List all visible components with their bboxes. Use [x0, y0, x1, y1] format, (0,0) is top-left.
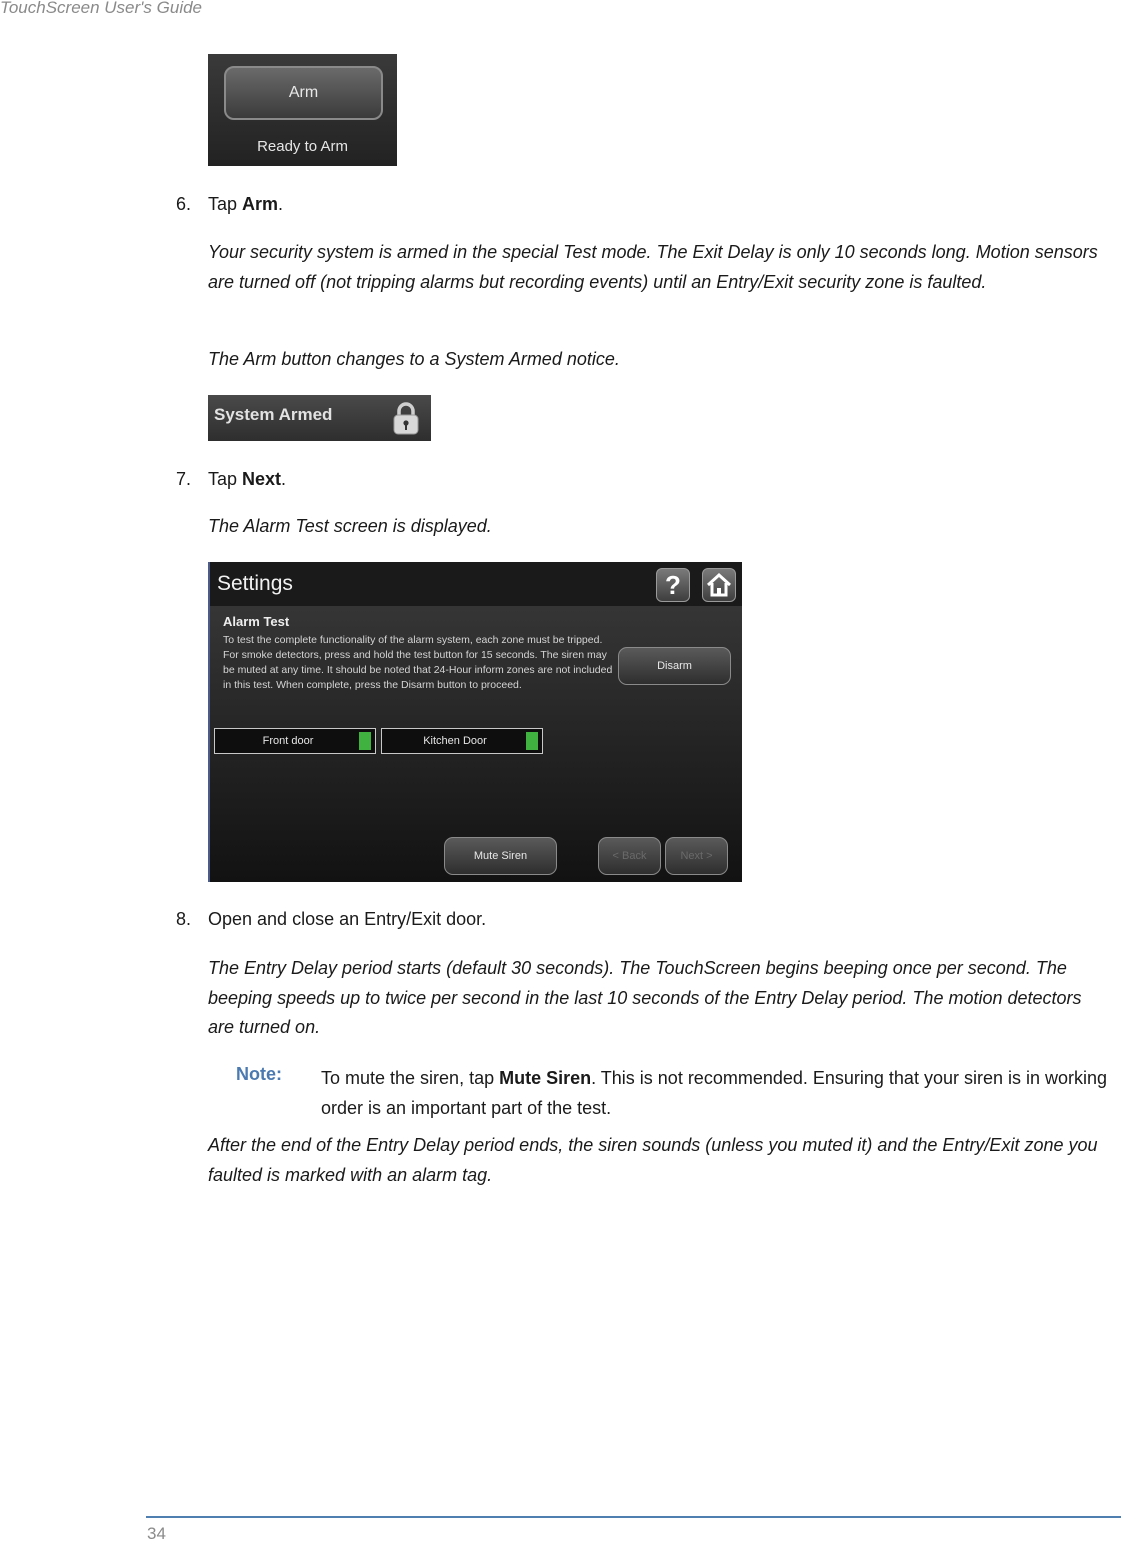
- footer-rule: [146, 1516, 1121, 1518]
- system-armed-screenshot: [208, 395, 431, 441]
- step-8-result: The Entry Delay period starts (default 30 seconds). The TouchScreen begins beeping once per second. The beeping speeds up to twice per second in the last 10 seconds of the Entry Delay period. The motion detectors are turned on.: [208, 958, 1082, 1037]
- step-6-bold: Arm: [242, 194, 279, 214]
- step-8-number: 8.: [176, 909, 192, 929]
- step-6-result: Your security system is armed in the special Test mode. The Exit Delay is only 10 seconds long. Motion sensors are turned off (not tripping alarms but recording events) until an Entry/Exit security zone is faulted.: [208, 242, 1098, 292]
- note-label: Note:: [236, 1064, 282, 1084]
- step-7-result: The Alarm Test screen is displayed.: [208, 516, 492, 536]
- settings-title: Settings: [217, 572, 293, 595]
- system-armed-label: System Armed: [214, 405, 333, 424]
- zone-label: Front door: [262, 735, 314, 747]
- lock-icon: [388, 400, 424, 436]
- alarm-test-screenshot: [208, 562, 742, 882]
- zone-kitchen-door[interactable]: [381, 728, 543, 754]
- step-7-instruction: Tap Next.: [208, 469, 287, 489]
- help-icon: ?: [665, 570, 681, 600]
- step-8-instruction: Open and close an Entry/Exit door.: [208, 909, 487, 929]
- step-6-number: 6.: [176, 194, 192, 214]
- arm-button[interactable]: Arm: [224, 66, 383, 120]
- zone-status-indicator: [526, 732, 538, 750]
- home-button[interactable]: [702, 568, 736, 602]
- step-7-bold: Next: [242, 469, 282, 489]
- zone-label: Kitchen Door: [423, 735, 487, 747]
- closing-paragraph: After the end of the Entry Delay period ends, the siren sounds (unless you muted it) and the Entry/Exit zone you faulted is marked with an alarm tag.: [208, 1135, 1098, 1185]
- mute-siren-button[interactable]: Mute Siren: [444, 837, 557, 875]
- step-7-number: 7.: [176, 469, 192, 489]
- step-6-instruction: Tap Arm.: [208, 194, 284, 214]
- zone-front-door[interactable]: [214, 728, 376, 754]
- zone-status-indicator: [359, 732, 371, 750]
- note-bold: Mute Siren: [499, 1068, 592, 1088]
- settings-titlebar: [210, 562, 742, 606]
- disarm-button[interactable]: Disarm: [618, 647, 731, 685]
- next-button[interactable]: Next >: [665, 837, 728, 875]
- running-header: TouchScreen User's Guide: [0, 0, 202, 17]
- alarm-test-description: To test the complete functionality of the alarm system, each zone must be tripped. For smoke detectors, press and hold the test button for 15 seconds. The siren may be muted at any time. It should be noted that 24-Hour inform zones are not included in this test. When complete, press the Disarm button to proceed.: [223, 634, 613, 691]
- home-icon: [703, 569, 735, 601]
- alarm-test-heading: Alarm Test: [223, 614, 290, 629]
- page-number: 34: [147, 1524, 166, 1543]
- back-button[interactable]: < Back: [598, 837, 661, 875]
- step-6-note: The Arm button changes to a System Armed notice.: [208, 349, 620, 369]
- note-text: To mute the siren, tap Mute Siren. This is not recommended. Ensuring that your siren is in working order is an important part of the test.: [321, 1068, 1108, 1118]
- arm-screenshot: [208, 54, 397, 166]
- arm-status-text: Ready to Arm: [257, 138, 348, 155]
- help-button[interactable]: [656, 568, 690, 602]
